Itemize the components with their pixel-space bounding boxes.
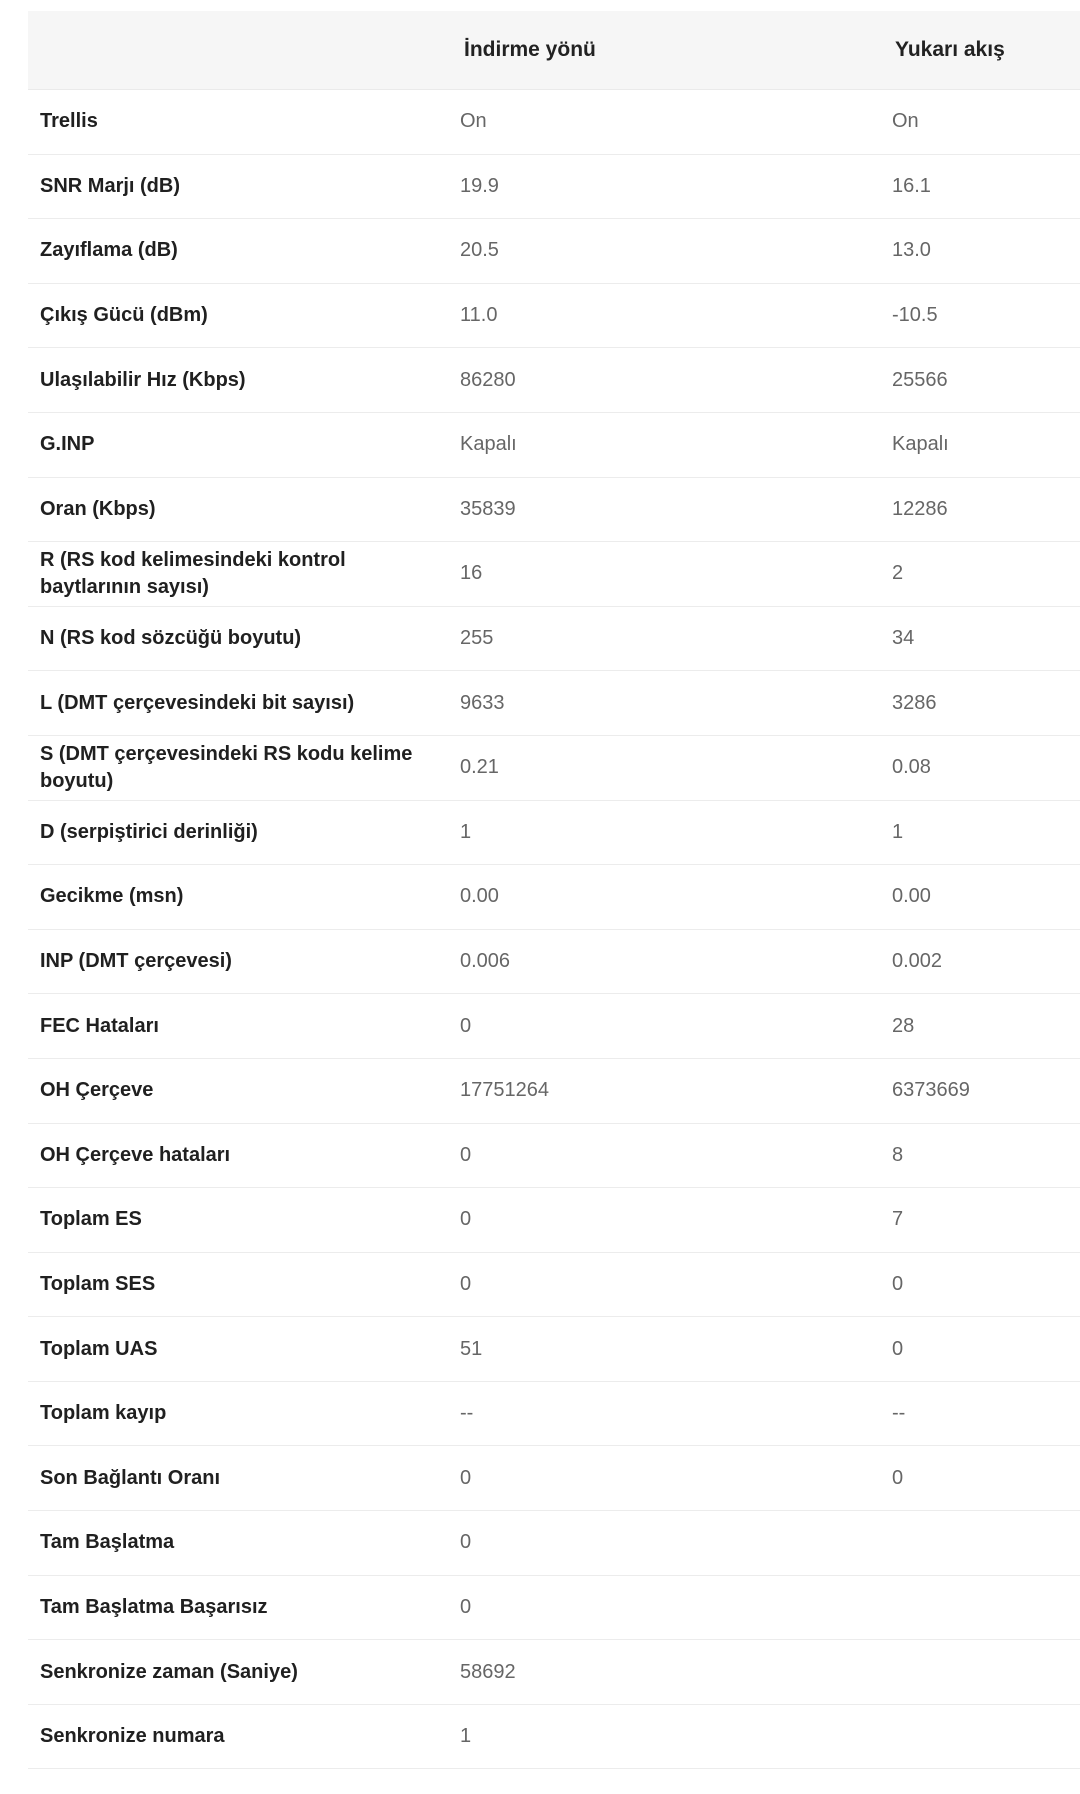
upstream-value: -10.5: [892, 304, 938, 327]
downstream-value: 11.0: [460, 304, 498, 327]
table-row: [28, 801, 1080, 866]
header-upstream: Yukarı akış: [895, 37, 1005, 61]
row-label: S (DMT çerçevesindeki RS kodu kelime boyutu): [40, 742, 413, 792]
row-label: G.INP: [40, 433, 95, 456]
table-header-row: [28, 11, 1080, 90]
downstream-value: 255: [460, 627, 494, 650]
row-label: Senkronize numara: [40, 1725, 225, 1748]
table-row: [28, 1253, 1080, 1318]
downstream-value: 1: [460, 820, 472, 843]
row-label: Oran (Kbps): [40, 497, 156, 520]
row-label: Ulaşılabilir Hız (Kbps): [40, 368, 246, 391]
table-row: [28, 219, 1080, 284]
upstream-value: 0: [892, 1272, 904, 1295]
row-label: Zayıflama (dB): [40, 239, 178, 262]
upstream-value: 6373669: [892, 1079, 970, 1102]
table-row: [28, 413, 1080, 478]
downstream-value: Kapalı: [460, 433, 517, 456]
row-label: Son Bağlantı Oranı: [40, 1466, 221, 1489]
downstream-value: 35839: [460, 497, 516, 520]
upstream-value: 16.1: [892, 174, 931, 197]
row-label: Senkronize zaman (Saniye): [40, 1660, 298, 1683]
row-label: Çıkış Gücü (dBm): [40, 304, 208, 327]
table-row: [28, 1576, 1080, 1641]
downstream-value: 0: [460, 1531, 472, 1554]
downstream-value: On: [460, 110, 487, 133]
upstream-value: 7: [892, 1208, 904, 1231]
row-label: OH Çerçeve hataları: [40, 1143, 231, 1166]
upstream-value: 8: [892, 1143, 904, 1166]
row-label: INP (DMT çerçevesi): [40, 950, 232, 973]
downstream-value: 0.21: [460, 756, 499, 779]
table-row: [28, 1188, 1080, 1253]
table-row: [28, 1059, 1080, 1124]
table-row: [28, 542, 1080, 607]
table-row: [28, 1640, 1080, 1705]
row-label: SNR Marjı (dB): [40, 174, 180, 197]
downstream-value: 0: [460, 1595, 472, 1618]
table-row: [28, 607, 1080, 672]
downstream-value: 17751264: [460, 1079, 549, 1102]
upstream-value: 12286: [892, 497, 948, 520]
table-row: [28, 1705, 1080, 1770]
upstream-value: 13.0: [892, 239, 931, 262]
row-label: R (RS kod kelimesindeki kontrol baytlarının sayısı): [40, 548, 346, 598]
downstream-value: 19.9: [460, 174, 499, 197]
downstream-value: 20.5: [460, 239, 499, 262]
downstream-value: 16: [460, 562, 483, 585]
table-row: [28, 1446, 1080, 1511]
table-row: [28, 930, 1080, 995]
table-row: [28, 478, 1080, 543]
table-row: [28, 90, 1080, 155]
upstream-value: --: [892, 1402, 906, 1425]
row-label: N (RS kod sözcüğü boyutu): [40, 627, 302, 650]
table-row: [28, 1124, 1080, 1189]
row-label: Toplam ES: [40, 1208, 142, 1231]
upstream-value: Kapalı: [892, 433, 949, 456]
downstream-value: 0: [460, 1208, 472, 1231]
table-row: [28, 671, 1080, 736]
upstream-value: 0.00: [892, 885, 931, 908]
row-label: FEC Hataları: [40, 1014, 159, 1037]
row-label: Gecikme (msn): [40, 885, 184, 908]
table-row: [28, 284, 1080, 349]
upstream-value: 2: [892, 562, 904, 585]
table-row: [28, 1382, 1080, 1447]
upstream-value: 25566: [892, 368, 948, 391]
row-label: D (serpiştirici derinliği): [40, 820, 258, 843]
row-label: Toplam kayıp: [40, 1402, 167, 1425]
downstream-value: 0: [460, 1014, 472, 1037]
table-row: [28, 865, 1080, 930]
downstream-value: 0.006: [460, 950, 511, 973]
upstream-value: 3286: [892, 691, 937, 714]
downstream-value: 1: [460, 1725, 472, 1748]
downstream-value: 0: [460, 1272, 472, 1295]
row-label: Tam Başlatma Başarısız: [40, 1595, 268, 1618]
downstream-value: 0: [460, 1143, 472, 1166]
upstream-value: 34: [892, 627, 915, 650]
upstream-value: 28: [892, 1014, 915, 1037]
upstream-value: 0.08: [892, 756, 931, 779]
downstream-value: 51: [460, 1337, 483, 1360]
downstream-value: --: [460, 1402, 474, 1425]
row-label: Toplam SES: [40, 1272, 156, 1295]
table-row: [28, 994, 1080, 1059]
row-label: Trellis: [40, 110, 98, 133]
upstream-value: 1: [892, 820, 904, 843]
dsl-stats-table: [28, 11, 1080, 1769]
table-row: [28, 1317, 1080, 1382]
upstream-value: 0.002: [892, 950, 943, 973]
upstream-value: On: [892, 110, 919, 133]
row-label: Tam Başlatma: [40, 1531, 175, 1554]
table-body: [28, 90, 1080, 1769]
table-row: [28, 348, 1080, 413]
downstream-value: 0: [460, 1466, 472, 1489]
downstream-value: 58692: [460, 1660, 516, 1683]
header-downstream: İndirme yönü: [464, 37, 596, 61]
downstream-value: 9633: [460, 691, 505, 714]
upstream-value: 0: [892, 1337, 904, 1360]
upstream-value: 0: [892, 1466, 904, 1489]
row-label: L (DMT çerçevesindeki bit sayısı): [40, 691, 355, 714]
row-label: OH Çerçeve: [40, 1079, 154, 1102]
row-label: Toplam UAS: [40, 1337, 158, 1360]
table-row: [28, 155, 1080, 220]
downstream-value: 86280: [460, 368, 516, 391]
table-row: [28, 1511, 1080, 1576]
table-row: [28, 736, 1080, 801]
downstream-value: 0.00: [460, 885, 499, 908]
